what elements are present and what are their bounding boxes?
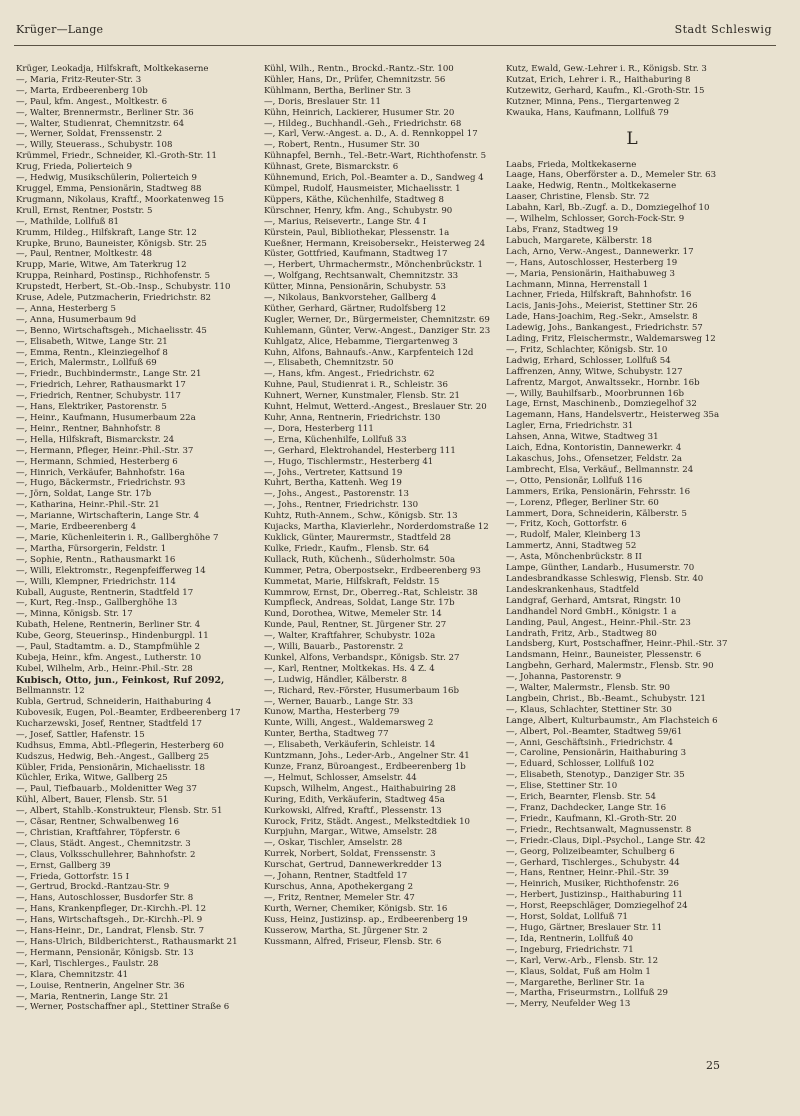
directory-entry: Kurock, Fritz, Städt. Angest., Melkstedtdiek 10 bbox=[264, 816, 471, 827]
directory-entry: —, Cäsar, Rentner, Schwalbenweg 16 bbox=[16, 817, 179, 828]
directory-entry: —, Franz, Dachdecker, Lange Str. 16 bbox=[506, 803, 667, 813]
directory-entry: Kunter, Bertha, Stadtweg 77 bbox=[264, 729, 389, 740]
directory-entry: —, Willy, Bauhilfsarb., Moorbrunnen 16b bbox=[506, 388, 684, 399]
directory-entry: Kube, Georg, Steuerinsp., Hindenburgpl. 11 bbox=[16, 631, 209, 642]
directory-entry: Kutzner, Minna, Pens., Tiergartenweg 2 bbox=[506, 96, 680, 107]
directory-entry: Kühl, Albert, Bauer, Flensb. Str. 51 bbox=[16, 795, 169, 806]
section-letter: L bbox=[626, 128, 638, 149]
directory-entry: —, Eduard, Schlosser, Lollfuß 102 bbox=[506, 759, 655, 770]
directory-entry: —, Johs., Vertreter, Kattsund 19 bbox=[264, 467, 403, 478]
directory-entry: Kübler, Frida, Pensionärin, Michaelisstr. 18 bbox=[16, 762, 205, 773]
directory-entry: Kudszus, Hedwig, Beh.-Angest., Gallberg 25 bbox=[16, 751, 210, 762]
directory-entry: Kueßner, Hermann, Kreisobersekr., Heisterweg 24 bbox=[264, 238, 486, 249]
directory-entry: —, Elisabeth, Verkäuferin, Schleistr. 14 bbox=[264, 740, 436, 751]
directory-entry: Kurrek, Norbert, Soldat, Frenssenstr. 3 bbox=[264, 849, 436, 860]
directory-entry: Lade, Hans-Joachim, Reg.-Sekr., Amselstr. 8 bbox=[506, 312, 698, 323]
directory-entry: Kürschner, Henry, kfm. Ang., Schubystr. 90 bbox=[264, 205, 453, 216]
directory-entry: —, Christian, Kraftfahrer, Töpferstr. 6 bbox=[16, 827, 181, 838]
directory-entry: —, Katharina, Heinr.-Phil.-Str. 21 bbox=[16, 500, 160, 511]
directory-entry: Laabs, Frieda, Moltkekaserne bbox=[506, 159, 637, 170]
directory-entry: —, Marianne, Wirtschafterin, Lange Str. 4 bbox=[16, 511, 200, 522]
directory-entry: —, Margarethe, Berliner Str. 1a bbox=[506, 977, 645, 988]
directory-entry: Kunze, Franz, Büroangest., Erdbeerenberg 1b bbox=[264, 762, 466, 772]
directory-entry: —, Hermann, Pfleger, Heinr.-Phil.-Str. 37 bbox=[16, 445, 194, 456]
directory-entry: —, Johs., Rentner, Friedrichstr. 130 bbox=[264, 500, 419, 511]
directory-entry: Langbehn, Gerhard, Malermstr., Flensb. Str. 90 bbox=[506, 661, 714, 672]
directory-entry: —, Hans-Heinr., Dr., Landrat, Flensb. Str. 7 bbox=[16, 926, 205, 937]
directory-entry: —, Rudolf, Maler, Kleinberg 13 bbox=[506, 530, 641, 541]
directory-entry: Krüger, Leokadja, Hilfskraft, Moltkekaserne bbox=[16, 64, 209, 74]
directory-entry: —, Horst, Reepschläger, Domziegelhof 24 bbox=[506, 901, 688, 912]
directory-entry: Landrath, Fritz, Arb., Stadtweg 80 bbox=[506, 628, 657, 639]
directory-entry: Landing, Paul, Angest., Heinr.-Phil.-Str. 23 bbox=[506, 617, 691, 628]
directory-entry: —, Hans, Autoschlosser, Busdorfer Str. 8 bbox=[16, 893, 194, 904]
directory-entry: —, Hans, Wirtschaftsgeh., Dr.-Kirchh.-Pl. 9 bbox=[16, 915, 203, 926]
directory-entry: Kunde, Paul, Rentner, St. Jürgener Str. 27 bbox=[264, 620, 447, 631]
directory-entry: —, Klaus, Soldat, Fuß am Holm 1 bbox=[506, 966, 651, 977]
directory-entry: Landgraf, Gerhard, Amtsrat, Ringstr. 10 bbox=[506, 595, 681, 606]
directory-entry: —, Lorenz, Pfleger, Berliner Str. 60 bbox=[506, 497, 659, 508]
directory-entry: —, Klara, Chemnitzstr. 41 bbox=[16, 969, 129, 980]
directory-entry: —, Sophie, Rentn., Rathausmarkt 16 bbox=[16, 554, 176, 565]
directory-entry: —, Minna, Königsb. Str. 17 bbox=[16, 609, 133, 620]
directory-entry: Kümpel, Rudolf, Hausmeister, Michaelisstr. 1 bbox=[264, 183, 461, 194]
directory-entry: —, Hugo, Gärtner, Breslauer Str. 11 bbox=[506, 922, 663, 933]
directory-entry: Landesbrandkasse Schleswig, Flensb. Str. 40 bbox=[506, 573, 704, 584]
directory-entry: —, Willy, Steuerass., Schubystr. 108 bbox=[16, 140, 173, 151]
directory-entry: Kund, Dorothea, Witwe, Memeler Str. 14 bbox=[264, 609, 442, 620]
directory-entry: —, Hella, Hilfskraft, Bismarckstr. 24 bbox=[16, 434, 175, 445]
directory-entry: —, Walter, Kraftfahrer, Schubystr. 102a bbox=[264, 631, 436, 642]
directory-entry: Kuring, Edith, Verkäuferin, Stadtweg 45a bbox=[264, 794, 445, 805]
directory-entry: —, Ludwig, Händler, Kälberstr. 8 bbox=[264, 674, 407, 685]
directory-entry: Langbein, Christ., Bb.-Beamt., Schubystr. 121 bbox=[506, 693, 707, 704]
directory-entry: Kummrow, Ernst, Dr., Oberreg.-Rat, Schleistr. 38 bbox=[264, 587, 478, 598]
directory-entry: —, Maria, Fritz-Reuter-Str. 3 bbox=[16, 74, 142, 85]
directory-entry: Kujacks, Martha, Klavierlehr., Norderdomstraße 12 bbox=[264, 522, 489, 533]
directory-entry: Lampe, Günther, Landarb., Husumerstr. 70 bbox=[506, 563, 695, 574]
directory-entry: —, Gerhard, Tischlerges., Schubystr. 44 bbox=[506, 857, 680, 868]
directory-entry: Lammertz, Anni, Stadtweg 52 bbox=[506, 541, 637, 552]
directory-entry: —, Willi, Klempner, Friedrichstr. 114 bbox=[16, 576, 176, 587]
directory-entry: Lammers, Erika, Pensionärin, Fehrsstr. 16 bbox=[506, 486, 691, 497]
directory-entry: Laaser, Christine, Flensb. Str. 72 bbox=[506, 192, 650, 203]
directory-entry: Lakaschus, Johs., Ofensetzer, Feldstr. 2a bbox=[506, 454, 683, 464]
directory-entry: Kudhsus, Emma, Abtl.-Pflegerin, Hesterberg 60 bbox=[16, 740, 224, 751]
directory-entry: —, Hans, Rentner, Heinr.-Phil.-Str. 39 bbox=[506, 868, 669, 879]
directory-entry: —, Hermann, Pensionär, Königsb. Str. 13 bbox=[16, 947, 194, 958]
directory-entry: —, Friedr., Kaufmann, Kl.-Groth-Str. 20 bbox=[506, 813, 677, 824]
directory-entry: —, Martha, Fürsorgerin, Feldstr. 1 bbox=[16, 543, 167, 554]
directory-entry: Kumpfleck, Andreas, Soldat, Lange Str. 17b bbox=[264, 598, 455, 609]
column-2 bbox=[264, 64, 510, 947]
directory-entry: —, Caroline, Pensionärin, Haithaburing 3 bbox=[506, 748, 687, 759]
directory-entry: Laage, Hans, Oberförster a. D., Memeler Str. 63 bbox=[506, 170, 717, 181]
directory-entry: —, Maria, Rentnerin, Lange Str. 21 bbox=[16, 991, 170, 1002]
directory-entry: —, Asta, Mönchenbrückstr. 8 II bbox=[506, 552, 642, 563]
directory-entry: Kuhrt, Bertha, Kattenh. Weg 19 bbox=[264, 478, 402, 489]
directory-entry: —, Kurt, Reg.-Insp., Gallberghöhe 13 bbox=[16, 598, 178, 609]
directory-entry: Kunte, Willi, Angest., Waldemarsweg 2 bbox=[264, 718, 434, 729]
directory-entry: —, Herbert, Justizinsp., Haithaburing 11 bbox=[506, 890, 683, 901]
directory-entry: —, Werner, Soldat, Frenssenstr. 2 bbox=[16, 129, 163, 140]
directory-entry: Kuss, Heinz, Justizinsp. ap., Erdbeerenberg 19 bbox=[264, 914, 468, 925]
directory-entry: —, Louise, Rentnerin, Angelner Str. 36 bbox=[16, 980, 185, 991]
directory-entry: —, Emma, Rentn., Kleinziegelhof 8 bbox=[16, 347, 168, 358]
directory-entry: Krümmel, Friedr., Schneider, Kl.-Groth-Str. 11 bbox=[16, 151, 217, 162]
directory-entry: —, Paul, kfm. Angest., Moltkestr. 6 bbox=[16, 96, 168, 107]
directory-entry: Lach, Arno, Verw.-Angest., Dannewerkr. 17 bbox=[506, 246, 694, 257]
directory-entry: —, Anni, Geschäftsinh., Friedrichstr. 4 bbox=[506, 737, 674, 748]
directory-entry: —, Elisabeth, Witwe, Lange Str. 21 bbox=[16, 336, 168, 347]
directory-entry: —, Erich, Malermstr., Lollfuß 69 bbox=[16, 358, 157, 369]
directory-entry: —, Walter, Studienrat, Chemnitzstr. 64 bbox=[16, 118, 185, 129]
directory-entry: Kummetat, Marie, Hilfskraft, Feldstr. 15 bbox=[264, 576, 440, 587]
directory-entry: —, Walter, Malermstr., Flensb. Str. 90 bbox=[506, 683, 671, 694]
directory-entry: —, Nikolaus, Bankvorsteher, Gallberg 4 bbox=[264, 293, 437, 304]
directory-entry: —, Hedwig, Musikschülerin, Polierteich 9 bbox=[16, 173, 198, 184]
directory-entry: —, Paul, Tiefbauarb., Moldenitter Weg 37 bbox=[16, 784, 197, 795]
directory-entry: Labuch, Margarete, Kälberstr. 18 bbox=[506, 235, 652, 246]
directory-entry: Landhandel Nord GmbH., Königstr. 1 a bbox=[506, 606, 677, 617]
directory-entry: Kuball, Auguste, Rentnerin, Stadtfeld 17 bbox=[16, 587, 194, 598]
directory-entry: Kühler, Hans, Dr., Prüfer, Chemnitzstr. 56 bbox=[264, 74, 446, 85]
directory-entry: —, Paul, Stadtamtm. a. D., Stampfmühle 2 bbox=[16, 642, 200, 653]
directory-entry: —, Friedrich, Rentner, Schubystr. 117 bbox=[16, 391, 181, 402]
directory-entry: —, Marie, Küchenleiterin i. R., Gallberghöhe 7 bbox=[16, 532, 219, 543]
page-header-range: Krüger—Lange bbox=[16, 23, 104, 36]
directory-entry: —, Friedr.-Claus, Dipl.-Psychol., Lange Str. 42 bbox=[506, 835, 706, 846]
directory-entry: Lachner, Frieda, Hilfskraft, Bahnhofstr. 16 bbox=[506, 290, 692, 301]
directory-entry: —, Hans, Autoschlosser, Hesterberg 19 bbox=[506, 257, 678, 268]
column-1 bbox=[16, 64, 262, 1013]
directory-entry: Kusserow, Martha, St. Jürgener Str. 2 bbox=[264, 925, 428, 936]
directory-entry: Krupke, Bruno, Bauneister, Königsb. Str. 25 bbox=[16, 238, 207, 249]
directory-entry: —, Otto, Pensionär, Lollfuß 116 bbox=[506, 475, 643, 486]
directory-entry-advert: Kubisch, Otto, jun., Feinkost, Ruf 2092, bbox=[16, 674, 225, 686]
directory-entry: Kuntzmann, Johs., Leder-Arb., Angelner Str. 41 bbox=[264, 751, 470, 762]
directory-entry: —, Elise, Stettiner Str. 10 bbox=[506, 781, 618, 792]
directory-entry: Krupp, Marie, Witwe, Am Taterkrug 12 bbox=[16, 260, 187, 271]
directory-entry: —, Georg, Polizeibeamter, Schulberg 6 bbox=[506, 846, 675, 857]
directory-entry: Kurschus, Anna, Apothekergang 2 bbox=[264, 881, 414, 892]
directory-entry: Laffrenzen, Anny, Witwe, Schubystr. 127 bbox=[506, 366, 683, 377]
directory-entry: —, Marie, Erdbeerenberg 4 bbox=[16, 522, 137, 533]
directory-entry: Krull, Ernst, Rentner, Poststr. 5 bbox=[16, 205, 153, 216]
directory-entry: —, Hildeg., Buchhandl.-Geh., Friedrichstr. 68 bbox=[264, 118, 462, 129]
directory-entry: —, Erna, Küchenhilfe, Lollfuß 33 bbox=[264, 434, 407, 445]
directory-entry: —, Herbert, Uhrmachermstr., Mönchenbrückstr. 1 bbox=[264, 260, 484, 271]
directory-entry: Landsberg, Kurt, Postschaffner, Heinr.-Phil.-Str. 37 bbox=[506, 639, 728, 650]
directory-entry: Kruppa, Reinhard, Postinsp., Richhofenstr. 5 bbox=[16, 271, 211, 282]
directory-entry: Kühnapfel, Bernh., Tel.-Betr.-Wart, Richthofenstr. 5 bbox=[264, 151, 487, 162]
directory-entry: Kubath, Helene, Rentnerin, Berliner Str. 4 bbox=[16, 620, 201, 631]
directory-entry: Kutz, Ewald, Gew.-Lehrer i. R., Königsb. Str. 3 bbox=[506, 64, 707, 74]
directory-entry: Kullack, Ruth, Küchenh., Süderholmstr. 50a bbox=[264, 554, 456, 565]
directory-entry: Kuhn, Alfons, Bahnaufs.-Anw., Karpfenteich 12d bbox=[264, 347, 474, 358]
directory-entry: —, Horst, Soldat, Lollfuß 71 bbox=[506, 912, 629, 923]
directory-entry: Kubla, Gertrud, Schneiderin, Haithaburing 4 bbox=[16, 697, 212, 708]
directory-entry: —, Klaus, Schlachter, Stettiner Str. 30 bbox=[506, 704, 672, 715]
directory-entry: —, Hans-Ulrich, Bildberichterst., Rathausmarkt 21 bbox=[16, 937, 238, 947]
directory-entry: Krupstedt, Herbert, St.-Ob.-Insp., Schubystr. 110 bbox=[16, 282, 231, 293]
directory-entry: —, Albert, Pol.-Beamter, Stadtweg 59/61 bbox=[506, 726, 683, 737]
directory-entry: Kulke, Friedr., Kaufm., Flensb. Str. 64 bbox=[264, 543, 430, 554]
directory-entry: —, Werner, Postschaffner apl., Stettiner Straße 6 bbox=[16, 1002, 230, 1013]
directory-entry: Kummer, Petra, Oberpostsekr., Erdbeerenberg 93 bbox=[264, 565, 481, 576]
directory-entry: Labs, Franz, Stadtweg 19 bbox=[506, 224, 618, 235]
directory-entry: Kuklick, Günter, Maurermstr., Stadtfeld 28 bbox=[264, 532, 451, 543]
directory-entry: —, Johs., Angest., Pastorenstr. 13 bbox=[264, 489, 409, 500]
directory-entry: Labahn, Karl, Bb.-Zugf. a. D., Domziegelhof 10 bbox=[506, 203, 710, 214]
column-3 bbox=[506, 64, 758, 1010]
directory-entry: Kühnemund, Erich, Pol.-Beamter a. D., Sandweg 4 bbox=[264, 173, 484, 184]
directory-entry: Kuhtz, Ruth-Annem., Schw., Königsb. Str. 13 bbox=[264, 511, 458, 522]
directory-entry: Kuhnt, Helmut, Wetterd.-Angest., Breslauer Str. 20 bbox=[264, 402, 487, 413]
directory-entry: Küther, Gerhard, Gärtner, Rudolfsberg 12 bbox=[264, 303, 446, 314]
directory-entry: Kühl, Wilh., Rentn., Brockd.-Rantz.-Str. 100 bbox=[264, 64, 454, 74]
directory-entry: Kussmann, Alfred, Friseur, Flensb. Str. 6 bbox=[264, 936, 442, 947]
directory-entry: —, Elisabeth, Stenotyp., Danziger Str. 35 bbox=[506, 770, 685, 781]
directory-entry: Lagemann, Hans, Handelsvertr., Heisterweg 35a bbox=[506, 410, 720, 421]
directory-entry: —, Fritz, Schlachter, Königsb. Str. 10 bbox=[506, 344, 668, 355]
directory-entry: —, Benno, Wirtschaftsgeh., Michaelisstr. 45 bbox=[16, 325, 207, 336]
directory-entry: —, Werner, Bauarb., Lange Str. 33 bbox=[264, 696, 414, 707]
directory-entry: —, Willi, Elektromstr., Regenpfeifferweg 14 bbox=[16, 565, 206, 576]
directory-entry: Kucharzewski, Josef, Rentner, Stadtfeld 17 bbox=[16, 718, 202, 729]
directory-entry: —, Frieda, Gottorfstr. 15 I bbox=[16, 871, 130, 882]
directory-entry: —, Josef, Sattler, Hafenstr. 15 bbox=[16, 729, 145, 740]
directory-entry: —, Elisabeth, Chemnitzstr. 50 bbox=[264, 358, 394, 369]
directory-entry: —, Willi, Bauarb., Pastorenstr. 2 bbox=[264, 642, 404, 653]
directory-entry: —, Hinrich, Verkäufer, Bahnhofstr. 16a bbox=[16, 467, 185, 478]
directory-entry: —, Erich, Bearnter, Flensb. Str. 54 bbox=[506, 792, 656, 803]
directory-entry: Kuhne, Paul, Studienrat i. R., Schleistr. 36 bbox=[264, 380, 448, 391]
directory-entry: Kütter, Minna, Pensionärin, Schubystr. 53 bbox=[264, 282, 447, 293]
directory-entry: —, Hans, kfm. Angest., Friedrichstr. 62 bbox=[264, 369, 435, 380]
directory-entry: —, Paul, Rentner, Moltkestr. 48 bbox=[16, 249, 153, 260]
directory-entry: —, Johann, Rentner, Stadtfeld 17 bbox=[264, 871, 408, 882]
directory-entry: —, Claus, Volksschullehrer, Bahnhofstr. 2 bbox=[16, 849, 196, 860]
directory-entry: Kurschat, Gertrud, Dannewerkredder 13 bbox=[264, 860, 442, 871]
directory-entry: —, Hans, Elektriker, Pastorenstr. 5 bbox=[16, 402, 167, 413]
directory-entry: Lading, Fritz, Fleischermstr., Waldemarsweg 12 bbox=[506, 334, 716, 345]
directory-entry: —, Wilhelm, Schlosser, Gorch-Fock-Str. 9 bbox=[506, 214, 685, 225]
directory-entry: Ladwig, Erhard, Schlosser, Lollfuß 54 bbox=[506, 355, 671, 366]
directory-entry: —, Marius, Reisevertr., Lange Str. 4 I bbox=[264, 216, 427, 227]
directory-entry: Kwauka, Hans, Kaufmann, Lollfuß 79 bbox=[506, 107, 669, 118]
directory-entry: —, Jörn, Soldat, Lange Str. 17b bbox=[16, 489, 152, 500]
directory-entry: —, Friedrich, Lehrer, Rathausmarkt 17 bbox=[16, 380, 186, 391]
directory-entry: Landeskrankenhaus, Stadtfeld bbox=[506, 584, 640, 595]
directory-entry: —, Walter, Brennermstr., Berliner Str. 36 bbox=[16, 107, 194, 118]
directory-entry: Krugmann, Nikolaus, Kraftf., Moorkatenweg 15 bbox=[16, 194, 224, 205]
directory-entry: Lammert, Dora, Schneiderin, Kälberstr. 5 bbox=[506, 508, 687, 519]
directory-entry: Küppers, Käthe, Küchenhilfe, Stadtweg 8 bbox=[264, 194, 444, 205]
directory-entry: —, Wolfgang, Rechtsanwalt, Chemnitzstr. 33 bbox=[264, 271, 459, 282]
directory-entry: Kurpjuhn, Margar., Witwe, Amselstr. 28 bbox=[264, 827, 437, 838]
directory-entry: —, Johanna, Pastorenstr. 9 bbox=[506, 672, 622, 683]
directory-entry: Kubeja, Heinr., kfm. Angest., Lutherstr. 10 bbox=[16, 652, 202, 663]
directory-entry: —, Fritz, Rentner, Memeler Str. 47 bbox=[264, 892, 415, 903]
directory-entry: —, Hans, Krankenpfleger, Dr.-Kirchh.-Pl. 12 bbox=[16, 904, 207, 915]
directory-entry: Kugler, Werner, Dr., Bürgermeister, Chemnitzstr. 69 bbox=[264, 314, 490, 325]
directory-entry: —, Hermann, Schmied, Hesterberg 6 bbox=[16, 456, 178, 467]
page-number: 25 bbox=[706, 1059, 720, 1072]
directory-entry: —, Anna, Hesterberg 5 bbox=[16, 303, 116, 314]
directory-entry: —, Mathilde, Lollfuß 81 bbox=[16, 216, 120, 227]
directory-entry: —, Gerhard, Elektrohandel, Hesterberg 111 bbox=[264, 445, 456, 456]
directory-entry: Kurkowski, Alfred, Kraftf., Plessenstr. 13 bbox=[264, 805, 442, 816]
directory-entry: Kühnast, Grete, Bismarckstr. 6 bbox=[264, 162, 399, 173]
directory-entry: Kunow, Martha, Hesterberg 79 bbox=[264, 707, 400, 718]
directory-entry: —, Merry, Neufelder Weg 13 bbox=[506, 999, 631, 1010]
directory-entry: Laich, Edna, Kontoristin, Dannewerkr. 4 bbox=[506, 443, 682, 454]
directory-entry: —, Richard, Rev.-Förster, Husumerbaum 16b bbox=[264, 685, 459, 696]
directory-entry: —, Karl, Rentner, Moltkekas. Hs. 4 Z. 4 bbox=[264, 663, 435, 674]
directory-entry: Kürstein, Paul, Bibliothekar, Plessenstr. 1a bbox=[264, 227, 450, 238]
directory-entry: Lachmann, Minna, Herrenstall 1 bbox=[506, 279, 649, 290]
directory-entry: —, Helmut, Schlosser, Amselstr. 44 bbox=[264, 772, 417, 783]
directory-entry: Kubovesik, Eugen, Pol.-Beamter, Erdbeerenberg 17 bbox=[16, 707, 241, 718]
directory-entry: Kühn, Heinrich, Lackierer, Husumer Str. 20 bbox=[264, 107, 455, 118]
directory-entry: Kühlmann, Bertha, Berliner Str. 3 bbox=[264, 85, 411, 96]
directory-entry: Kutzat, Erich, Lehrer i. R., Haithaburing 8 bbox=[506, 74, 691, 85]
directory-entry: Kubel, Wilhelm, Arb., Heinr.-Phil.-Str. 28 bbox=[16, 663, 193, 674]
directory-entry: Kuhlgatz, Alice, Hebamme, Tiergartenweg 3 bbox=[264, 336, 458, 347]
directory-entry: —, Heinrich, Musiker, Richthofenstr. 26 bbox=[506, 879, 679, 890]
directory-entry: Lafrentz, Margot, Anwaltssekr., Hornbr. 16b bbox=[506, 377, 700, 388]
directory-entry: —, Friedr., Buchbindermstr., Lange Str. 21 bbox=[16, 369, 202, 380]
directory-entry: Küster, Gottfried, Kaufmann, Stadtweg 17 bbox=[264, 249, 448, 260]
directory-entry: Krug, Frieda, Polierteich 9 bbox=[16, 162, 133, 173]
directory-entry: Kurth, Werner, Chemiker, Königsb. Str. 16 bbox=[264, 903, 448, 914]
directory-entry: —, Karl, Verw.-Angest. a. D., A. d. Rennkoppel 17 bbox=[264, 129, 478, 140]
directory-entry: —, Dora, Hesterberg 111 bbox=[264, 423, 374, 434]
directory-entry: Küchler, Erika, Witwe, Gallberg 25 bbox=[16, 773, 168, 784]
directory-entry: Krumm, Hildeg., Hilfskraft, Lange Str. 12 bbox=[16, 227, 197, 238]
directory-entry: —, Karl, Tischlerges., Faulstr. 28 bbox=[16, 958, 159, 969]
directory-entry: Lahsen, Anna, Witwe, Stadtweg 31 bbox=[506, 432, 659, 443]
directory-entry: Kuhlemann, Günter, Verw.-Angest., Danziger Str. 23 bbox=[264, 325, 491, 336]
directory-entry: Kruse, Adele, Putzmacherin, Friedrichstr. 82 bbox=[16, 293, 212, 304]
header-rule bbox=[14, 45, 776, 46]
directory-entry: Kutzewitz, Gerhard, Kaufm., Kl.-Groth-Str. 15 bbox=[506, 85, 705, 96]
directory-entry: —, Robert, Rentn., Husumer Str. 30 bbox=[264, 140, 420, 151]
directory-entry: —, Marta, Erdbeerenberg 10b bbox=[16, 85, 148, 96]
directory-entry: —, Oskar, Tischler, Amselstr. 28 bbox=[264, 838, 403, 849]
directory-entry: Lagler, Erna, Friedrichstr. 31 bbox=[506, 421, 634, 432]
directory-entry: —, Heinr., Kaufmann, Husumerbaum 22a bbox=[16, 413, 196, 423]
page-header-city: Stadt Schleswig bbox=[674, 23, 772, 36]
directory-entry: Lambrecht, Elsa, Verkäuf., Bellmannstr. 24 bbox=[506, 464, 694, 475]
directory-entry: Kupsch, Wilhelm, Angest., Haithabuiring 28 bbox=[264, 783, 456, 794]
directory-entry: —, Anna, Husumerbaum 9d bbox=[16, 314, 137, 325]
directory-entry: Kunkel, Alfons, Verbandspr., Königsb. Str. 27 bbox=[264, 652, 460, 663]
directory-entry: —, Ingeburg, Friedrichstr. 71 bbox=[506, 944, 634, 955]
directory-entry: —, Ernst, Gallberg 39 bbox=[16, 860, 111, 871]
directory-entry: Ladewig, Johs., Bankangest., Friedrichstr. 57 bbox=[506, 323, 703, 334]
directory-entry: Bellmannstr. 12 bbox=[16, 686, 85, 697]
directory-entry: —, Albert, Stahlb.-Konstrukteur, Flensb. Str. 51 bbox=[16, 806, 223, 817]
directory-entry: Lage, Ernst, Maschinenb., Domziegelhof 32 bbox=[506, 399, 697, 410]
directory-entry: —, Karl, Verw.-Arb., Flensb. Str. 12 bbox=[506, 955, 659, 966]
directory-entry: —, Ida, Rentnerin, Lollfuß 40 bbox=[506, 933, 634, 944]
directory-entry: Kuhr, Anna, Rentnerin, Friedrichstr. 130 bbox=[264, 413, 441, 423]
directory-entry: Laake, Hedwig, Rentn., Moltkekaserne bbox=[506, 181, 677, 192]
directory-entry: Landsmann, Heinr., Bauneister, Plessenstr. 6 bbox=[506, 650, 702, 661]
directory-entry: —, Hugo, Tischlermstr., Hesterberg 41 bbox=[264, 456, 434, 467]
directory-entry: —, Heinr., Rentner, Bahnhofstr. 8 bbox=[16, 423, 161, 434]
directory-entry: Kuhnert, Werner, Kunstmaler, Flensb. Str. 21 bbox=[264, 391, 461, 402]
directory-entry: —, Claus, Städt. Angest., Chemnitzstr. 3 bbox=[16, 838, 191, 849]
directory-entry: —, Doris, Breslauer Str. 11 bbox=[264, 96, 382, 107]
directory-entry: —, Hugo, Bäckermstr., Friedrichstr. 93 bbox=[16, 478, 186, 489]
directory-entry: Lange, Albert, Kulturbaumstr., Am Flachsteich 6 bbox=[506, 715, 718, 726]
directory-entry: —, Maria, Pensionärin, Haithabuweg 3 bbox=[506, 268, 675, 279]
directory-entry: —, Gertrud, Brockd.-Rantzau-Str. 9 bbox=[16, 882, 170, 893]
directory-entry: Lacis, Janis-Johs., Meierist, Stettiner Str. 26 bbox=[506, 301, 698, 312]
directory-entry: Kruggel, Emma, Pensionärin, Stadtweg 88 bbox=[16, 183, 202, 194]
directory-entry: —, Martha, Friseurmstrn., Lollfuß 29 bbox=[506, 988, 668, 999]
directory-entry: —, Fritz, Koch, Gottorfstr. 6 bbox=[506, 519, 627, 530]
directory-entry: —, Friedr., Rechtsanwalt, Magnussenstr. 8 bbox=[506, 824, 692, 835]
